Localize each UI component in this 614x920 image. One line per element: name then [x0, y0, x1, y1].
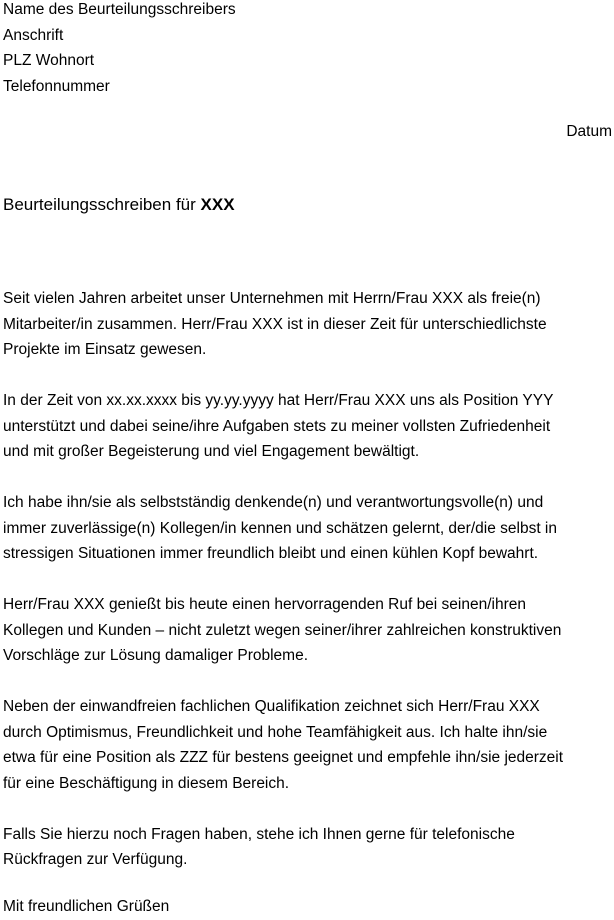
paragraph-line: Ich habe ihn/sie als selbstständig denkende(n) und verantwortungsvolle(n) und — [3, 494, 544, 511]
paragraph-line: durch Optimismus, Freundlichkeit und hohe Teamfähigkeit aus. Ich halte ihn/sie — [3, 723, 548, 741]
paragraph-line: Falls Sie hierzu noch Fragen haben, stehe ich Ihnen gerne für telefonische — [3, 825, 515, 843]
sender-name: Name des Beurteilungsschreibers — [3, 1, 236, 18]
paragraph-line: unterstützt und dabei seine/ihre Aufgaben stets zu meiner vollsten Zufriedenheit — [3, 417, 551, 435]
letter-body — [3, 286, 603, 898]
letter-date: Datum — [566, 123, 612, 140]
sender-block — [3, 0, 236, 99]
paragraph — [3, 490, 603, 567]
paragraph — [3, 388, 603, 465]
paragraph-line: Rückfragen zur Verfügung. — [3, 851, 188, 868]
paragraph-line: Vorschläge zur Lösung damaliger Probleme. — [3, 647, 309, 664]
paragraph-line: für eine Beschäftigung in diesem Bereich. — [3, 774, 290, 792]
paragraph — [3, 822, 603, 873]
letter-subject — [3, 192, 235, 218]
paragraph — [3, 286, 603, 363]
subject-name: XXX — [200, 195, 235, 214]
paragraph-line: und mit großer Begeisterung und viel Engagement bewältigt. — [3, 443, 420, 460]
paragraph — [3, 592, 603, 669]
subject-prefix: Beurteilungsschreiben für — [3, 195, 201, 214]
paragraph-line: immer zuverlässige(n) Kollegen/in kennen und schätzen gelernt, der/die selbst in — [3, 519, 557, 537]
paragraph-line: Projekte im Einsatz gewesen. — [3, 341, 207, 358]
paragraph-line: Neben der einwandfreien fachlichen Qualifikation zeichnet sich Herr/Frau XXX — [3, 698, 540, 715]
paragraph-line: Seit vielen Jahren arbeitet unser Unternehmen mit Herrn/Frau XXX als freie(n) — [3, 290, 541, 307]
letter-closing: Mit freundlichen Grüßen — [3, 898, 170, 915]
sender-phone: Telefonnummer — [3, 77, 110, 95]
sender-address: Anschrift — [3, 26, 64, 44]
paragraph — [3, 694, 603, 796]
paragraph-line: Mitarbeiter/in zusammen. Herr/Frau XXX ist in dieser Zeit für unterschiedlichste — [3, 315, 547, 333]
paragraph-line: Kollegen und Kunden – nicht zuletzt wegen seiner/ihrer zahlreichen konstruktiven — [3, 621, 562, 639]
paragraph-line: In der Zeit von xx.xx.xxxx bis yy.yy.yyyy hat Herr/Frau XXX uns als Position YYY — [3, 392, 554, 409]
sender-city: PLZ Wohnort — [3, 52, 95, 69]
paragraph-line: etwa für eine Position als ZZZ für bestens geeignet und empfehle ihn/sie jederzeit — [3, 749, 564, 766]
paragraph-line: stressigen Situationen immer freundlich bleibt und einen kühlen Kopf bewahrt. — [3, 545, 539, 562]
paragraph-line: Herr/Frau XXX genießt bis heute einen hervorragenden Ruf bei seinen/ihren — [3, 596, 527, 613]
